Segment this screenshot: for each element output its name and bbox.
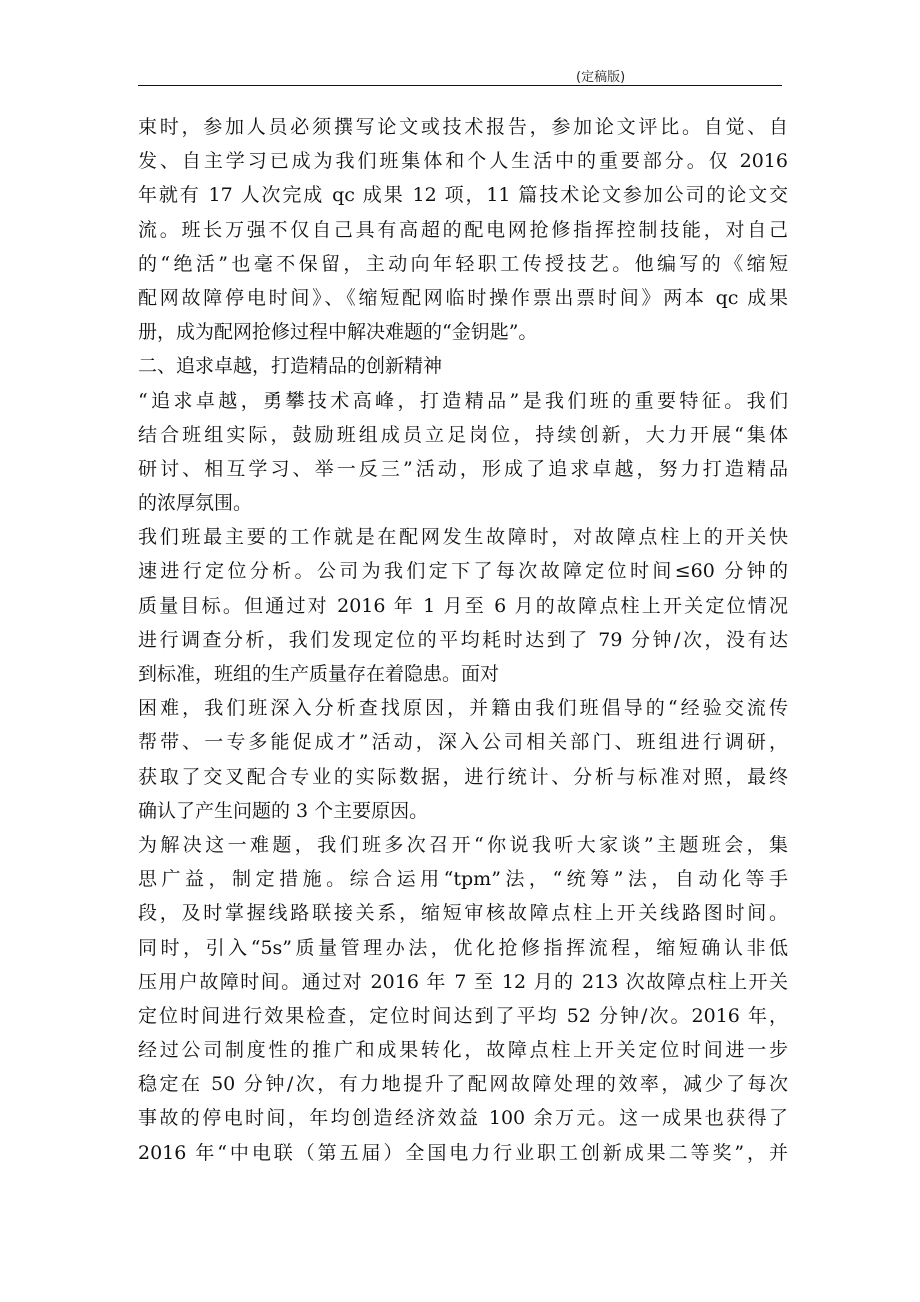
text-line: 配网故障停电时间》、《缩短配网临时操作票出票时间》两本 qc 成果 xyxy=(138,286,788,309)
text-line: 的“绝活”也毫不保留，主动向年轻职工传授技艺。他编写的《缩短 xyxy=(138,252,788,275)
text-line: 进行调查分析，我们发现定位的平均耗时达到了 79 分钟/次，没有达 xyxy=(138,628,788,651)
text-line: 定位时间进行效果检查，定位时间达到了平均 52 分钟/次。2016 年， xyxy=(138,1004,788,1027)
text-line: 年就有 17 人次完成 qc 成果 12 项，11 篇技术论文参加公司的论文交 xyxy=(138,184,788,207)
text-line: 困难，我们班深入分析查找原因，并籍由我们班倡导的“经验交流传 xyxy=(138,697,788,720)
text-line: 速进行定位分析。公司为我们定下了每次故障定位时间≤60 分钟的 xyxy=(138,560,788,583)
text-line: 研讨、相互学习、举一反三”活动，形成了追求卓越，努力打造精品 xyxy=(138,457,788,480)
header-rule xyxy=(138,85,782,86)
text-line: 质量目标。但通过对 2016 年 1 月至 6 月的故障点柱上开关定位情况 xyxy=(138,594,788,617)
text-line: 的浓厚氛围。 xyxy=(138,492,253,515)
body-text xyxy=(138,110,788,1170)
text-line: 思广益，制定措施。综合运用“tpm”法，“统筹”法，自动化等手 xyxy=(138,868,788,891)
text-line: 帮带、一专多能促成才”活动，深入公司相关部门、班组进行调研， xyxy=(138,731,788,754)
text-line: 2016 年“中电联（第五届）全国电力行业职工创新成果二等奖”，并 xyxy=(138,1141,788,1164)
text-line: 同时，引入“5s”质量管理办法，优化抢修指挥流程，缩短确认非低 xyxy=(138,936,788,959)
text-line: 确认了产生问题的 3 个主要原因。 xyxy=(138,799,429,822)
text-line: 段，及时掌握线路联接关系，缩短审核故障点柱上开关线路图时间。 xyxy=(138,902,788,925)
text-line: 结合班组实际，鼓励班组成员立足岗位，持续创新，大力开展“集体 xyxy=(138,423,788,446)
text-line: 册，成为配网抢修过程中解决难题的“金钥匙”。 xyxy=(138,321,538,344)
text-line: 稳定在 50 分钟/次，有力地提升了配网故障处理的效率，减少了每次 xyxy=(138,1073,788,1096)
text-line: 我们班最主要的工作就是在配网发生故障时，对故障点柱上的开关快 xyxy=(138,526,788,549)
text-line: 发、自主学习已成为我们班集体和个人生活中的重要部分。仅 2016 xyxy=(138,150,788,173)
text-line: 束时，参加人员必须撰写论文或技术报告，参加论文评比。自觉、自 xyxy=(138,116,788,138)
text-line: 压用户故障时间。通过对 2016 年 7 至 12 月的 213 次故障点柱上开关 xyxy=(138,970,788,993)
text-line: “追求卓越，勇攀技术高峰，打造精品”是我们班的重要特征。我们 xyxy=(138,389,788,412)
text-line: 到标准，班组的生产质量存在着隐患。面对 xyxy=(138,663,500,685)
text-line: 经过公司制度性的推广和成果转化，故障点柱上开关定位时间进一步 xyxy=(138,1039,788,1062)
text-line: 获取了交叉配合专业的实际数据，进行统计、分析与标准对照，最终 xyxy=(138,765,788,788)
text-line: 流。班长万强不仅自己具有高超的配电网抢修指挥控制技能，对自己 xyxy=(138,218,788,241)
draft-version-label: (定稿版) xyxy=(576,70,626,85)
section-heading: 二、追求卓越，打造精品的创新精神 xyxy=(138,355,443,378)
text-line: 为解决这一难题，我们班多次召开“你说我听大家谈”主题班会，集 xyxy=(138,833,788,856)
text-line: 事故的停电时间，年均创造经济效益 100 余万元。这一成果也获得了 xyxy=(138,1107,788,1130)
